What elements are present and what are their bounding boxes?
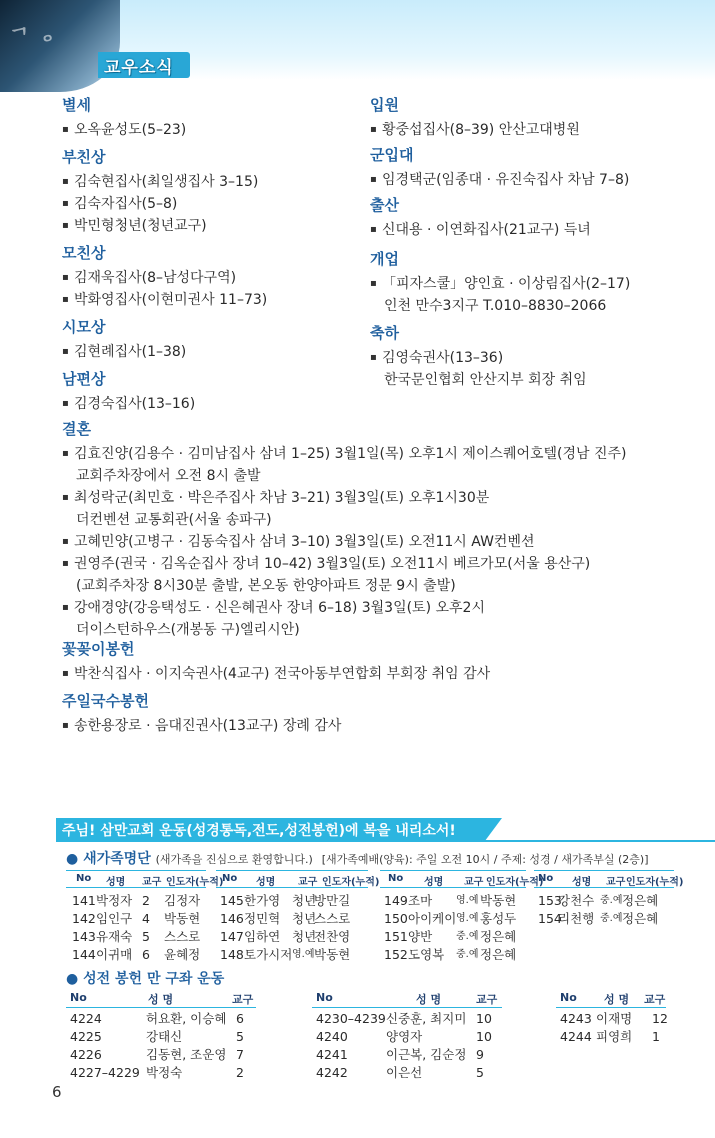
offering-cell: 4240	[316, 1029, 348, 1044]
offering-cell: 2	[236, 1065, 244, 1080]
new-family-cell: 이귀매	[96, 947, 133, 962]
section-heading: 결혼	[62, 420, 91, 438]
new-family-cell: 스스로	[314, 911, 351, 926]
column-label: 교구	[606, 877, 626, 888]
new-family-cell: 4	[142, 911, 150, 926]
offering-cell: 5	[476, 1065, 484, 1080]
offering-cell: 허요환, 이승혜	[146, 1011, 227, 1026]
new-family-cell: 중.예	[600, 913, 623, 924]
offering-cell: 12	[652, 1011, 668, 1026]
new-family-column-header	[66, 870, 224, 888]
new-family-cell: 홍성두	[480, 911, 517, 926]
list-item: ▪ 김경숙집사(13–16)	[62, 393, 195, 415]
offering-cell: 이은선	[386, 1065, 423, 1080]
list-item-continued: 한국문인협회 안산지부 회장 취임	[384, 372, 587, 388]
offering-cell: 4244	[560, 1029, 592, 1044]
section-husband-death	[62, 368, 195, 415]
section-death	[62, 94, 186, 141]
column-label: No	[76, 873, 92, 884]
new-family-heading	[66, 848, 649, 868]
section-birth	[370, 194, 591, 241]
new-family-cell: 정은혜	[622, 911, 659, 926]
new-family-cell: 중.예	[456, 931, 479, 942]
new-family-cell: 정은혜	[480, 929, 517, 944]
column-label: 성 명	[416, 993, 442, 1006]
new-family-column-header	[216, 870, 380, 888]
new-family-cell: 청년	[292, 929, 317, 944]
new-family-cell: 한가영	[244, 893, 281, 908]
new-family-cell: 6	[142, 947, 150, 962]
new-family-cell: 정은혜	[480, 947, 517, 962]
offering-cell: 4243	[560, 1011, 592, 1026]
new-family-cell: 141	[72, 893, 96, 908]
section-wedding	[62, 418, 627, 641]
list-item-continued: (교회주차장 8시30분 출발, 본오동 한양아파트 정문 9시 출발)	[76, 578, 456, 594]
offering-cell: 6	[236, 1011, 244, 1026]
new-family-cell: 박동현	[480, 893, 517, 908]
list-item: ▪ 황중섭집사(8–39) 안산고대병원	[370, 119, 580, 141]
offering-title: 성전 봉헌 만 구좌 운동	[83, 971, 225, 987]
section-heading: 주일국수봉헌	[62, 692, 149, 710]
new-family-cell: 148	[220, 947, 244, 962]
offering-column-header	[66, 990, 256, 1008]
list-item: ▪ 박찬식집사 · 이지숙권사(4교구) 전국아동부연합회 부회장 취임 감사	[62, 663, 490, 685]
new-family-cell: 토가시저	[244, 947, 293, 962]
column-label: No	[222, 873, 238, 884]
new-family-cell: 리천행	[558, 911, 595, 926]
section-heading: 모친상	[62, 244, 106, 262]
new-family-cell: 147	[220, 929, 244, 944]
offering-cell: 박정숙	[146, 1065, 183, 1080]
list-item: ▪ 송한용장로 · 음대진권사(13교구) 장례 감사	[62, 715, 341, 737]
new-family-cell: 151	[384, 929, 408, 944]
offering-cell: 10	[476, 1029, 492, 1044]
offering-cell: 4241	[316, 1047, 348, 1062]
section-heading: 꽃꽂이봉헌	[62, 640, 135, 658]
section-opening	[370, 248, 630, 317]
offering-cell: 이근복, 김순정	[386, 1047, 467, 1062]
list-item-continued: 교회주차장에서 오전 8시 출발	[76, 468, 261, 484]
new-family-cell: 5	[142, 929, 150, 944]
new-family-cell: 아이케이	[408, 911, 457, 926]
offering-cell: 4224	[70, 1011, 102, 1026]
offering-cell: 양영자	[386, 1029, 423, 1044]
new-family-title: 새가족명단	[83, 851, 151, 867]
section-noodle-offering	[62, 690, 341, 737]
section-heading: 군입대	[370, 146, 414, 164]
list-item: ▪ 최성락군(최민호 · 박은주집사 차남 3–21) 3월3일(토) 오후1시30분	[62, 487, 627, 509]
offering-cell: 10	[476, 1011, 492, 1026]
offering-cell: 강태신	[146, 1029, 183, 1044]
column-label: No	[388, 873, 404, 884]
column-label: No	[560, 991, 577, 1004]
offering-cell: 1	[652, 1029, 660, 1044]
new-family-cell: 154	[538, 911, 562, 926]
new-family-cell: 유재숙	[96, 929, 133, 944]
banner-text: 주님! 삼만교회 운동(성경통독,전도,성전봉헌)에 복을 내리소서!	[62, 823, 456, 839]
section-heading: 입원	[370, 96, 399, 114]
page-number: 6	[52, 1083, 62, 1101]
column-label: 교구	[476, 993, 498, 1006]
list-item: ▪ 김효진양(김용수 · 김미남집사 삼녀 1–25) 3월1일(목) 오후1시 제이스퀘어호텔(경남 진주)	[62, 443, 627, 465]
new-family-cell: 김정자	[164, 893, 201, 908]
new-family-cell: 152	[384, 947, 408, 962]
banner-underline	[56, 840, 715, 842]
new-family-column-header	[534, 870, 684, 888]
list-item: ▪ 김영숙권사(13–36)	[370, 347, 587, 369]
section-heading: 부친상	[62, 148, 106, 166]
new-family-subtitle: (새가족을 진심으로 환영합니다.)	[155, 853, 313, 866]
section-mother-death	[62, 242, 267, 311]
offering-cell: 신중훈, 최지미	[386, 1011, 467, 1026]
new-family-cell: 도영복	[408, 947, 445, 962]
new-family-cell: 정민혁	[244, 911, 281, 926]
offering-cell: 7	[236, 1047, 244, 1062]
section-congrats	[370, 322, 587, 391]
new-family-cell: 전찬영	[314, 929, 351, 944]
bullet-dot-icon: ●	[66, 851, 79, 867]
section-mother-in-law-death	[62, 316, 186, 363]
header-photo: ᄀ ᄋ	[0, 0, 120, 92]
offering-cell: 이재명	[596, 1011, 633, 1026]
section-flower-offering	[62, 638, 490, 685]
new-family-cell: 중.예	[600, 895, 623, 906]
new-family-cell: 142	[72, 911, 96, 926]
list-item-continued: 인천 만수3지구 T.010–8830–2066	[384, 298, 607, 314]
column-label: 성명	[424, 877, 444, 888]
list-item: ▪ 김숙현집사(최일생집사 3–15)	[62, 171, 258, 193]
offering-column-header	[312, 990, 502, 1008]
new-family-cell: 조마	[408, 893, 433, 908]
new-family-cell: 박동현	[314, 947, 351, 962]
column-label: 성 명	[148, 993, 174, 1006]
new-family-cell: 150	[384, 911, 408, 926]
column-label: 인도자(누적)	[626, 877, 684, 888]
list-item: ▪ 김현례집사(1–38)	[62, 341, 186, 363]
new-family-cell: 영.예	[456, 895, 479, 906]
column-label: 교구	[298, 877, 318, 888]
column-label: 교구	[644, 993, 666, 1006]
column-label: 성명	[256, 877, 276, 888]
list-item: ▪ 오옥윤성도(5–23)	[62, 119, 186, 141]
offering-cell: 4225	[70, 1029, 102, 1044]
offering-cell: 4227–4229	[70, 1065, 140, 1080]
list-item: ▪ 권영주(권국 · 김옥순집사 장녀 10–42) 3월3일(토) 오전11시 베르가모(서울 용산구)	[62, 553, 627, 575]
new-family-cell: 149	[384, 893, 408, 908]
new-family-cell: 윤혜정	[164, 947, 201, 962]
list-item: ▪ 신대용 · 이연화집사(21교구) 득녀	[370, 219, 591, 241]
new-family-cell: 방만길	[314, 893, 351, 908]
column-label: 성명	[572, 877, 592, 888]
column-label: No	[70, 991, 87, 1004]
new-family-cell: 청년	[292, 911, 317, 926]
new-family-cell: 정은혜	[622, 893, 659, 908]
new-family-note: [새가족예배(양육): 주일 오전 10시 / 주제: 성경 / 새가족부실 (2층)]	[321, 853, 649, 866]
new-family-cell: 2	[142, 893, 150, 908]
new-family-cell: 143	[72, 929, 96, 944]
new-family-cell: 임인구	[96, 911, 133, 926]
list-item: ▪ 김숙자집사(5–8)	[62, 193, 258, 215]
section-heading: 축하	[370, 324, 399, 342]
new-family-cell: 중.예	[456, 949, 479, 960]
new-family-cell: 144	[72, 947, 96, 962]
new-family-cell: 강천수	[558, 893, 595, 908]
section-heading: 시모상	[62, 318, 106, 336]
column-label: 인도자(누적)	[322, 877, 380, 888]
section-heading: 별세	[62, 96, 91, 114]
list-item: ▪ 박화영집사(이현미권사 11–73)	[62, 289, 267, 311]
list-item-continued: 더컨벤션 교통회관(서울 송파구)	[76, 512, 272, 528]
new-family-cell: 양반	[408, 929, 433, 944]
column-label: No	[538, 873, 554, 884]
column-label: No	[316, 991, 333, 1004]
new-family-cell: 영.예	[456, 913, 479, 924]
column-label: 인도자(누적)	[166, 877, 224, 888]
section-hospital	[370, 94, 580, 141]
list-item: ▪ 「피자스쿨」양인효 · 이상림집사(2–17)	[370, 273, 630, 295]
offering-cell: 4242	[316, 1065, 348, 1080]
column-label: 교구	[464, 877, 484, 888]
column-label: 성명	[106, 877, 126, 888]
section-heading: 남편상	[62, 370, 106, 388]
new-family-cell: 153	[538, 893, 562, 908]
new-family-cell: 박동현	[164, 911, 201, 926]
offering-cell: 4226	[70, 1047, 102, 1062]
new-family-cell: 스스로	[164, 929, 201, 944]
new-family-cell: 145	[220, 893, 244, 908]
new-family-cell: 영.예	[292, 949, 315, 960]
column-label: 인도자(누적)	[486, 877, 544, 888]
column-label: 성 명	[604, 993, 630, 1006]
section-military	[370, 144, 629, 191]
new-family-cell: 임하연	[244, 929, 281, 944]
new-family-cell: 박정자	[96, 893, 133, 908]
new-family-cell: 146	[220, 911, 244, 926]
column-label: 교구	[142, 877, 162, 888]
section-father-death	[62, 146, 258, 237]
list-item: ▪ 강애경양(강응택성도 · 신은혜권사 장녀 6–18) 3월3일(토) 오후2시	[62, 597, 627, 619]
offering-cell: 5	[236, 1029, 244, 1044]
offering-heading	[66, 968, 224, 988]
bullet-dot-icon: ●	[66, 971, 79, 987]
offering-cell: 9	[476, 1047, 484, 1062]
list-item-continued: 더이스턴하우스(개봉동 구)엘리시안)	[76, 622, 300, 638]
page-title: 교우소식	[104, 58, 174, 78]
list-item: ▪ 임경택군(임종대 · 유진숙집사 차남 7–8)	[370, 169, 629, 191]
column-label: 교구	[232, 993, 254, 1006]
offering-column-header	[556, 990, 666, 1008]
offering-cell: 4230–4239	[316, 1011, 386, 1026]
offering-cell: 김동현, 조운영	[146, 1047, 227, 1062]
section-heading: 출산	[370, 196, 399, 214]
section-heading: 개업	[370, 250, 399, 268]
new-family-cell: 청년	[292, 893, 317, 908]
list-item: ▪ 김재욱집사(8–남성다구역)	[62, 267, 267, 289]
list-item: ▪ 고혜민양(고병구 · 김동숙집사 삼녀 3–10) 3월3일(토) 오전11시 AW컨벤션	[62, 531, 627, 553]
list-item: ▪ 박민형청년(청년교구)	[62, 215, 258, 237]
offering-cell: 피영희	[596, 1029, 633, 1044]
new-family-column-header	[380, 870, 544, 888]
